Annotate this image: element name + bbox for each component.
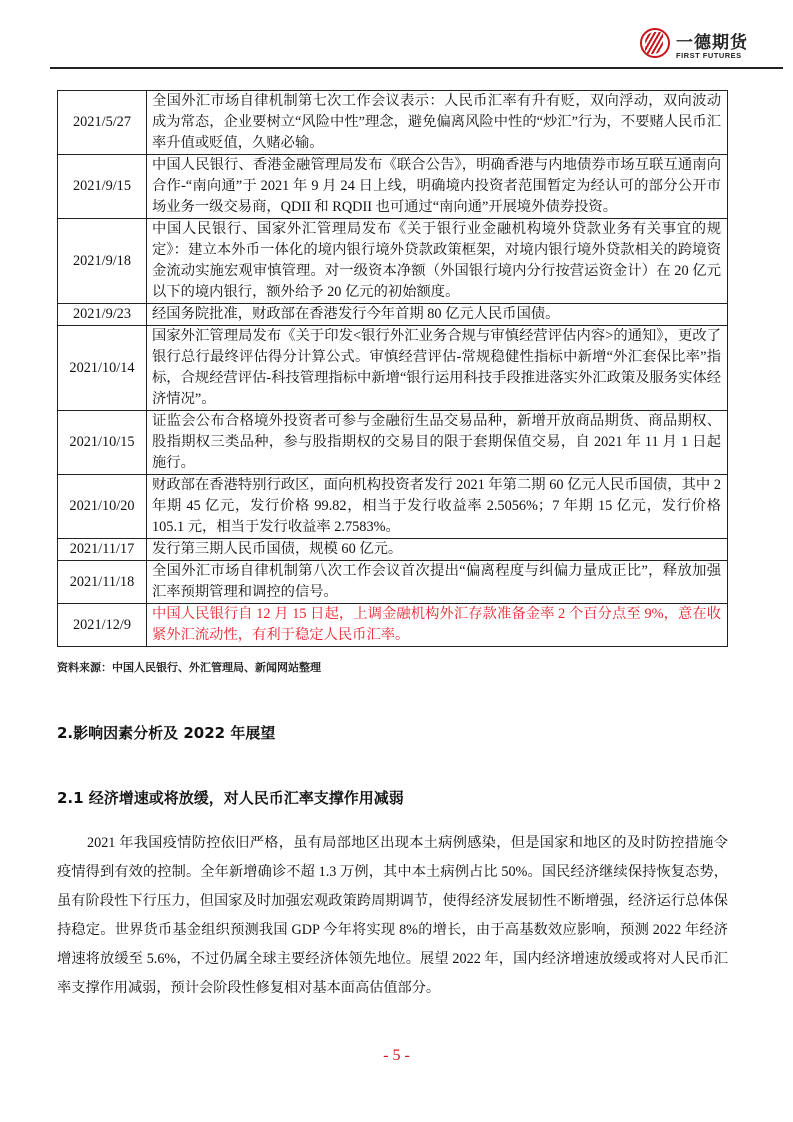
logo-en: FIRST FUTURES: [676, 51, 742, 60]
row-description: 中国人民银行、国家外汇管理局发布《关于银行业金融机构境外贷款业务有关事宜的规定》：建立本外币一体化的境内银行境外贷款政策框架，对境内银行境外贷款相关的跨境资金流动实施宏观审慎管理。对一级资本净额（外国银行境内分行按营运资金计）在 20 亿元以下的境内银行，额外给予 20 亿元的初始额度。: [147, 219, 728, 304]
table-row: [58, 91, 728, 155]
row-description: 证监会公布合格境外投资者可参与金融衍生品交易品种，新增开放商品期货、商品期权、股指期权三类品种，参与股指期权的交易目的限于套期保值交易，自 2021 年 11 月 1 日起施行。: [147, 411, 728, 475]
table-row: [58, 539, 728, 561]
header-divider: [50, 67, 783, 69]
row-date: 2021/12/9: [58, 604, 147, 647]
row-description: 经国务院批准，财政部在香港发行今年首期 80 亿元人民币国债。: [147, 304, 728, 326]
row-date: 2021/10/15: [58, 411, 147, 475]
first-futures-logo: [640, 26, 780, 66]
row-date: 2021/11/18: [58, 561, 147, 604]
row-description: 全国外汇市场自律机制第七次工作会议表示：人民币汇率有升有贬，双向浮动，双向波动成为常态，企业要树立“风险中性”理念，避免偏离风险中性的“炒汇”行为，不要赌人民币汇率升值或贬值，久赌必输。: [147, 91, 728, 155]
row-description: 全国外汇市场自律机制第八次工作会议首次提出“偏离程度与纠偏力量成正比”，释放加强汇率预期管理和调控的信号。: [147, 561, 728, 604]
logo-emblem-icon: [640, 28, 670, 58]
table-row: [58, 304, 728, 326]
row-description: 财政部在香港特别行政区，面向机构投资者发行 2021 年第二期 60 亿元人民币国债，其中 2 年期 45 亿元，发行价格 99.82，相当于发行收益率 2.5056%；7 年期 15 亿元，发行价格 105.1 元，相当于发行收益率 2.7583%。: [147, 475, 728, 539]
row-description: 发行第三期人民币国债，规模 60 亿元。: [147, 539, 728, 561]
row-description: 中国人民银行自 12 月 15 日起，上调金融机构外汇存款准备金率 2 个百分点至 9%，意在收紧外汇流动性，有利于稳定人民币汇率。: [147, 604, 728, 647]
table-row: [58, 155, 728, 219]
section-title: 2.影响因素分析及 2022 年展望: [57, 724, 276, 742]
table-row: [58, 326, 728, 411]
row-date: 2021/9/18: [58, 219, 147, 304]
row-date: 2021/10/20: [58, 475, 147, 539]
logo-cn: 一德期货: [676, 33, 748, 53]
source-note: 资料来源：中国人民银行、外汇管理局、新闻网站整理: [57, 661, 321, 674]
row-date: 2021/5/27: [58, 91, 147, 155]
subsection-title: 2.1 经济增速或将放缓，对人民币汇率支撑作用减弱: [57, 789, 404, 807]
table-row: [58, 561, 728, 604]
row-description: 国家外汇管理局发布《关于印发<银行外汇业务合规与审慎经营评估内容>的通知》，更改了银行总行最终评估得分计算公式。审慎经营评估-常规稳健性指标中新增“外汇套保比率”指标，合规经营评估-科技管理指标中新增“银行运用科技手段推进落实外汇政策及服务实体经济情况”。: [147, 326, 728, 411]
body-paragraph: 2021 年我国疫情防控依旧严格，虽有局部地区出现本土病例感染，但是国家和地区的及时防控措施令疫情得到有效的控制。全年新增确诊不超 1.3 万例，其中本土病例占比 50%。国民经济继续保持恢复态势，虽有阶段性下行压力，但国家及时加强宏观政策跨周期调节，使得经济发展韧性不断增强，经济运行总体保持稳定。世界货币基金组织预测我国 GDP 今年将实现 8%的增长，由于高基数效应影响，预测 2022 年经济增速将放缓至 5.6%，不过仍属全球主要经济体领先地位。展望 2022 年，国内经济增速放缓或将对人民币汇率支撑作用减弱，预计会阶段性修复相对基本面高估值部分。: [57, 835, 728, 996]
events-table: [57, 90, 728, 647]
table-row: [58, 475, 728, 539]
row-date: 2021/11/17: [58, 539, 147, 561]
table-row: [58, 604, 728, 647]
table-row: [58, 411, 728, 475]
table-row: [58, 219, 728, 304]
row-description: 中国人民银行、香港金融管理局发布《联合公告》，明确香港与内地债券市场互联互通南向合作-“南向通”于 2021 年 9 月 24 日上线，明确境内投资者范围暂定为经认可的部分公开市场业务一级交易商，QDII 和 RQDII 也可通过“南向通”开展境外债券投资。: [147, 155, 728, 219]
page-number: - 5 -: [383, 1047, 410, 1064]
row-date: 2021/10/14: [58, 326, 147, 411]
row-date: 2021/9/15: [58, 155, 147, 219]
row-date: 2021/9/23: [58, 304, 147, 326]
